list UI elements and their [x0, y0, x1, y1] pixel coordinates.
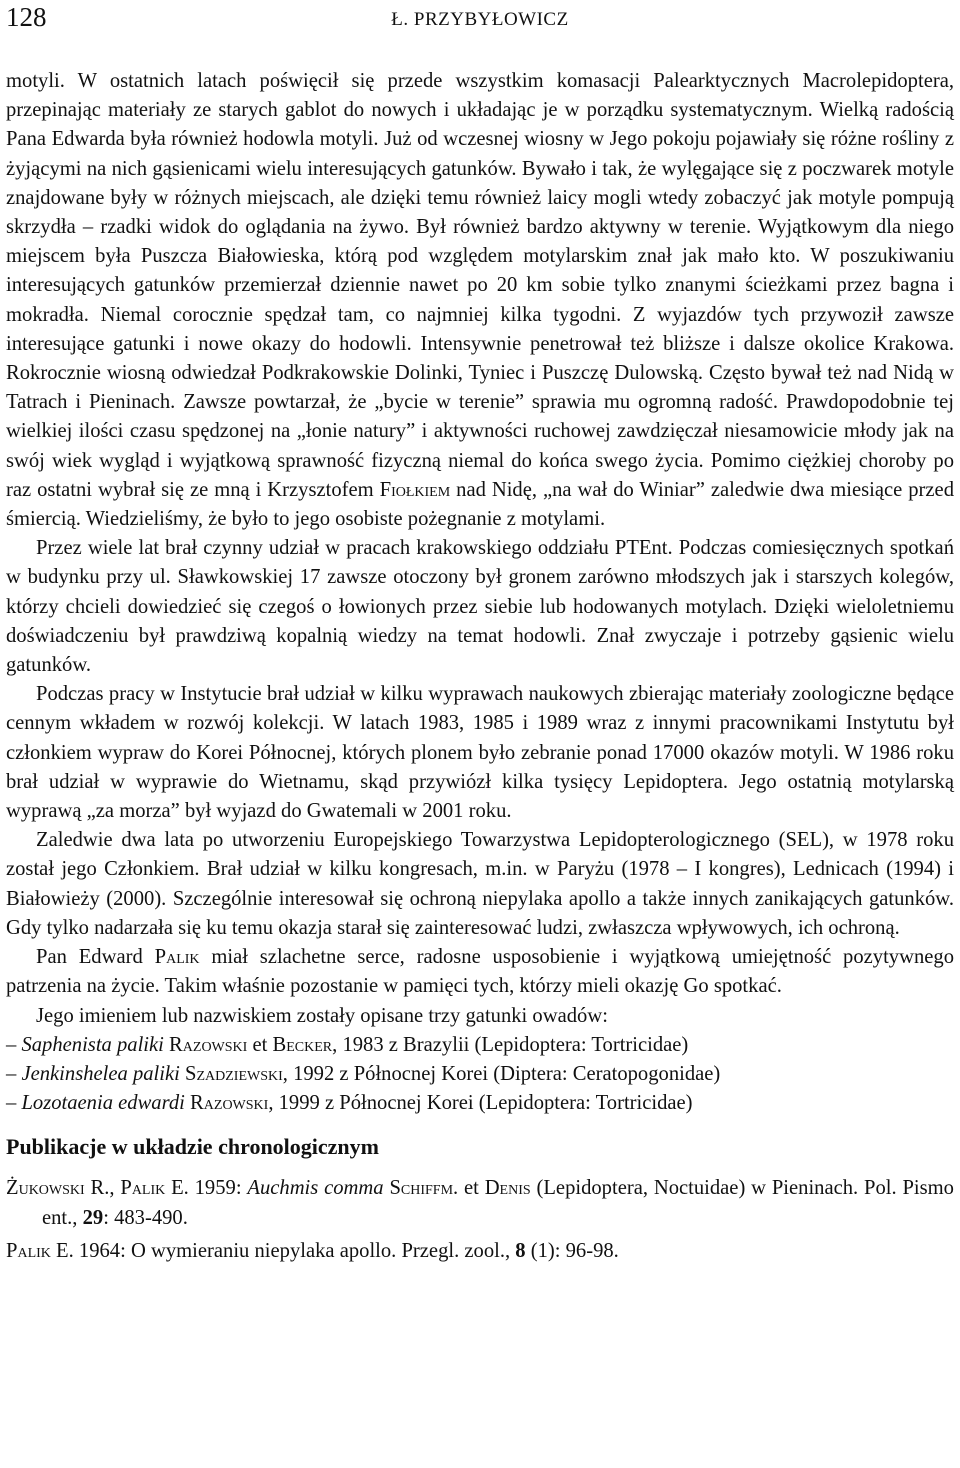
list-dash: –	[6, 1033, 22, 1056]
taxon-name: Saphenista paliki	[21, 1033, 164, 1056]
reference-joiner: et	[458, 1177, 485, 1200]
page-header	[6, 2, 954, 38]
article-body	[6, 67, 954, 1270]
paragraph-1-text: motyli. W ostatnich latach poświęcił się przede wszystkim komasacji Palearktycznych Macrolepidoptera, przepinając materiały ze starych gablot do nowych i układając je w porządku systematycznym. Wielką radością Pana Edwarda była również hodowla motyli. Już od wczesnej wiosny w Jego pokoju pojawiały się różne rośliny z żyjącymi na nich gąsienicami wielu interesujących gatunków. Bywało i tak, że wylęgające się z poczwarek motyle znajdowane były w różnych miejscach, ale dzięki temu również laicy mogli wtedy zobaczyć jak motyle pompują skrzydła – rzadki widok do oglądania na żywo. Był również bardzo aktywny w terenie. Wyjątkowym dla niego miejscem była Puszcza Białowieska, którą pod względem motylarskim znał jak mało kto. W poszukiwaniu interesujących gatunków przemierzał dziennie nawet po 20 km sobie tylko znanymi ścieżkami przez bagna i mokradła. Niemal corocznie spędzał tam, co najmniej kilka tygodni. Z wyjazdów tych przywoził zawsze interesujące gatunki i nowe okazy do hodowli. Intensywnie penetrował też bliższe i dalsze okolice Krakowa. Rokrocznie wiosną odwiedzał Podkrakowskie Dolinki, Tyniec i Puszczę Dulowską. Często bywał też nad Nidą w Tatrach i Pieninach. Zawsze powtarzał, że „bycie w terenie” sprawia mu ogromną radość. Prawdopodobnie tej wielkiej ilości czasu spędzonej na „łonie natury” i aktywności ruchowej zawdzięczał niesamowicie młody jak na swój wiek wygląd i wyjątkową sprawność fizyczną niemal do końca swego życia. Pomimo ciężkiej choroby po raz ostatni wybrał się ze mną i Krzysztofem	[6, 70, 954, 501]
paragraph-5-lead: Pan Edward	[36, 946, 155, 969]
running-head: Ł. PRZYBYŁOWICZ	[391, 9, 569, 30]
species-item	[6, 1031, 954, 1060]
species-item	[6, 1060, 954, 1089]
paragraph-1-text-end: nad Nidę, „na wał do Winiar” zaledwie dwa miesiące przed śmiercią. Wiedzieliśmy, że było to jego osobiste pożegnanie z motylami.	[6, 478, 954, 531]
author-joiner: et	[247, 1033, 273, 1056]
species-item	[6, 1089, 954, 1118]
species-detail: , 1999 z Północnej Korei (Lepidoptera: Tortricidae)	[268, 1092, 693, 1115]
species-detail: , 1992 z Północnej Korei (Diptera: Ceratopogonidae)	[282, 1062, 721, 1085]
person-name: Palik	[154, 946, 200, 969]
reference-authors: Palik E.	[6, 1239, 74, 1262]
reference-authors: Żukowski R., Palik E.	[6, 1177, 189, 1200]
person-name: Fiołkiem	[379, 478, 451, 501]
list-dash: –	[6, 1092, 22, 1115]
species-list	[6, 1031, 954, 1119]
paragraph-6: Jego imieniem lub nazwiskiem zostały opisane trzy gatunki owadów:	[36, 1004, 608, 1027]
paragraph-5-text: miał szlachetne serce, radosne usposobienie i wyjątkową umiejętność pozytywnego patrzenia na życie. Takim właśnie pozostanie w pamięci tych, którzy mieli okazję Go spotkać.	[6, 946, 954, 998]
taxon-name: Jenkinshelea paliki	[21, 1062, 180, 1085]
reference-volume: 29	[82, 1206, 104, 1229]
paragraph-4: Zaledwie dwa lata po utworzeniu Europejskiego Towarzystwa Lepidopterologicznego (SEL), w 1978 roku został jego Członkiem. Brał udział w kilku kongresach, m.in. w Paryżu (1978 – I kongres), Lednicach (1994) i Białowieży (2000). Szczególnie interesował się ochroną niepylaka apollo a także innych zanikających gatunków. Gdy tylko nadarzała się ku temu okazja starał się zainteresować ludzi, zwłaszcza wpływowych, ich ochroną.	[6, 829, 954, 939]
reference-item	[6, 1174, 954, 1232]
paragraph-3: Podczas pracy w Instytucie brał udział w kilku wyprawach naukowych zbierając materiały zoologiczne będące cennym wkładem w rozwój kolekcji. W latach 1983, 1985 i 1989 wraz z innymi pracownikami Instytutu był członkiem wypraw do Korei Północnej, których plonem było zebranie ponad 17000 okazów motyli. W 1986 roku brał udział w wyprawie do Wietnamu, skąd przywiózł kilka tysięcy Lepidoptera. Jego ostatnią motylarską wyprawą „za morza” był wyjazd do Gwatemali w 2001 roku.	[6, 683, 954, 823]
reference-pages: (1): 96-98.	[525, 1239, 619, 1262]
reference-pages: : 483-490.	[103, 1206, 188, 1229]
reference-rest: (Lepidoptera, Noctuidae) w Pieninach. Pol. Pismo ent.,	[42, 1177, 954, 1229]
taxon-author: Becker	[272, 1033, 333, 1056]
page-number: 128	[6, 2, 47, 32]
paragraph-1	[6, 67, 954, 534]
list-dash: –	[6, 1062, 22, 1085]
paragraph-5	[6, 943, 954, 1001]
species-detail: , 1983 z Brazylii (Lepidoptera: Tortricidae)	[332, 1033, 689, 1056]
reference-taxon-author: Schiffm.	[389, 1177, 459, 1200]
taxon-author: Szadziewski	[185, 1062, 283, 1085]
reference-taxon: Auchmis comma	[247, 1177, 384, 1200]
reference-year: 1959:	[188, 1177, 248, 1200]
taxon-author: Razowski	[190, 1092, 269, 1115]
reference-item	[6, 1237, 954, 1266]
paragraph-2: Przez wiele lat brał czynny udział w pracach krakowskiego oddziału PTEnt. Podczas comiesięcznych spotkań w budynku przy ul. Sławkowskiej 17 zawsze otoczony był gronem zarówno młodszych jak i starszych kolegów, którzy chcieli dowiedzieć się czegoś o łowionych przez siebie lub hodowanych motylach. Dzięki wieloletniemu doświadczeniu był prawdziwą kopalnią wiedzy na temat hodowli. Znał zwyczaje i potrzeby gąsienic wielu gatunków.	[6, 537, 954, 677]
taxon-author: Razowski	[169, 1033, 248, 1056]
reference-rest: 1964: O wymieraniu niepylaka apollo. Przegl. zool.,	[73, 1239, 516, 1262]
reference-taxon-author: Denis	[484, 1177, 531, 1200]
reference-volume: 8	[515, 1239, 526, 1262]
taxon-name: Lozotaenia edwardi	[21, 1092, 185, 1115]
section-heading: Publikacje w układzie chronologicznym	[6, 1134, 379, 1160]
